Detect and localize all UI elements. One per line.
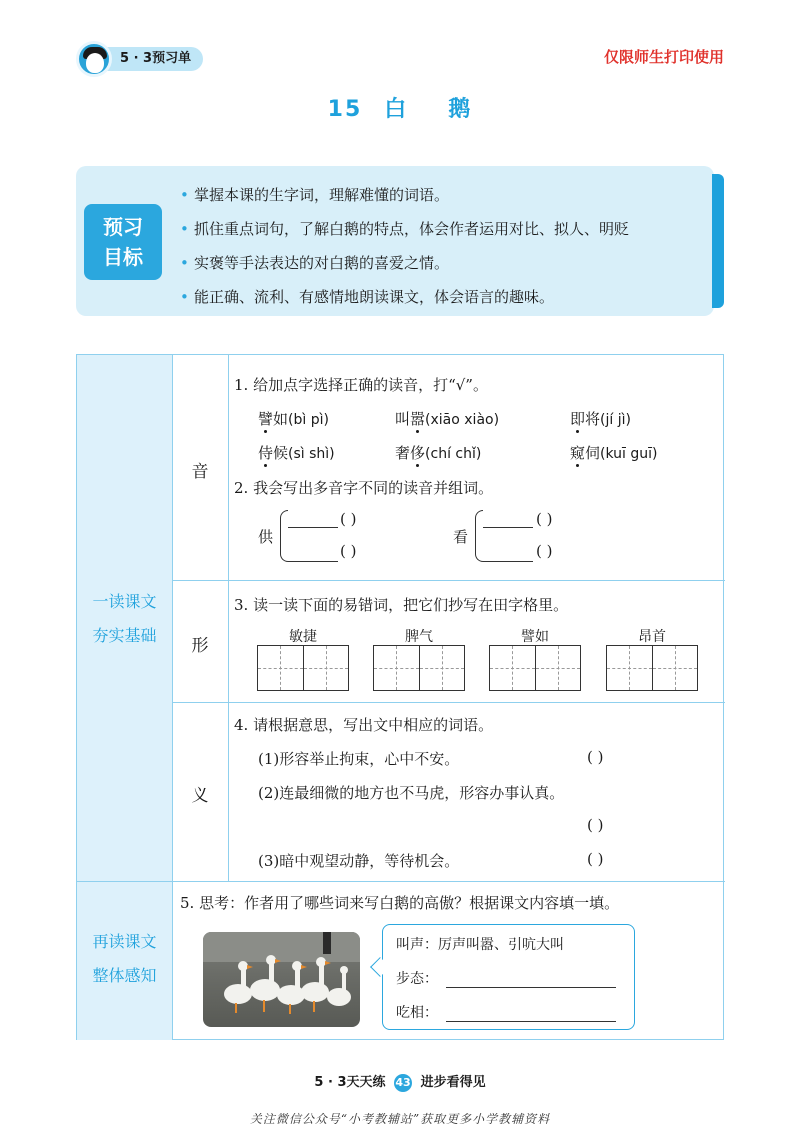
objective-item: • 能正确、流利、有感情地朗读课文，体会语言的趣味。 bbox=[180, 280, 710, 314]
objectives-tag-line2: 目标 bbox=[103, 245, 143, 269]
kind-meaning: 义 bbox=[191, 786, 209, 806]
objectives-tag bbox=[84, 204, 162, 280]
lesson-title bbox=[0, 92, 800, 123]
title-char-1: 白 bbox=[384, 97, 409, 122]
badge-label: 5 · 3预习单 bbox=[102, 47, 203, 71]
kind-sound: 音 bbox=[191, 462, 209, 482]
q1-pinyin-options: (jí jì) bbox=[600, 412, 631, 428]
q2-brace bbox=[280, 510, 288, 562]
q2-paren: ( ) bbox=[340, 542, 357, 560]
footer-slogan: 进步看得见 bbox=[420, 1075, 486, 1090]
q3-prompt: 3. 读一读下面的易错词，把它们抄写在田字格里。 bbox=[234, 596, 569, 614]
geese-image bbox=[203, 932, 360, 1027]
q3-word: 譬如 bbox=[521, 629, 549, 645]
section-label-line: 再读课文 bbox=[92, 932, 157, 951]
q1-word: 即将 bbox=[570, 410, 601, 428]
q1-word: 侍候 bbox=[258, 444, 289, 462]
q1-item bbox=[258, 408, 329, 429]
page-number-badge: 43 bbox=[394, 1074, 412, 1092]
title-char-2: 鹅 bbox=[448, 97, 473, 122]
q5-sound-answer: 厉声叫嚣、引吭大叫 bbox=[438, 937, 564, 953]
q1-item bbox=[570, 408, 631, 429]
tianzige-grid[interactable] bbox=[373, 645, 465, 691]
q2-answer-line[interactable] bbox=[483, 561, 533, 562]
q5-gait-label: 步态： bbox=[396, 971, 438, 987]
q2-answer-line[interactable] bbox=[288, 561, 338, 562]
q2-paren: ( ) bbox=[536, 542, 553, 560]
section-label-first-reading bbox=[77, 585, 172, 653]
geese-photo bbox=[203, 932, 360, 1027]
q5-eat-label: 吃相： bbox=[396, 1005, 438, 1021]
section-label-line: 一读课文 bbox=[92, 592, 157, 611]
objective-item: • 抓住重点词句，了解白鹅的特点，体会作者运用对比、拟人、明贬 bbox=[180, 212, 710, 246]
objectives-panel-edge bbox=[712, 174, 724, 308]
q1-pinyin-options: (bì pì) bbox=[288, 412, 329, 428]
q2-char: 看 bbox=[453, 528, 469, 546]
q1-item bbox=[570, 442, 658, 463]
q2-answer-line[interactable] bbox=[483, 527, 533, 528]
q1-item bbox=[395, 408, 499, 429]
q2-prompt: 2. 我会写出多音字不同的读音并组词。 bbox=[234, 479, 494, 497]
q1-pinyin-options: (chí chǐ) bbox=[425, 446, 482, 462]
q3-word: 敏捷 bbox=[289, 629, 317, 645]
q2-char: 供 bbox=[258, 528, 274, 546]
q1-word: 窥伺 bbox=[570, 444, 601, 462]
q2-paren: ( ) bbox=[340, 510, 357, 528]
tianzige-grid[interactable] bbox=[257, 645, 349, 691]
promo-note: 关注微信公众号“小考教辅站”获取更多小学教辅资料 bbox=[249, 1112, 551, 1126]
q4-answer-paren[interactable]: ( ) bbox=[587, 816, 604, 834]
q1-pinyin-options: (xiāo xiào) bbox=[425, 412, 500, 428]
q1-item bbox=[395, 442, 481, 463]
q1-word: 叫嚣 bbox=[395, 410, 426, 428]
tianzige-grid[interactable] bbox=[606, 645, 698, 691]
q2-paren: ( ) bbox=[536, 510, 553, 528]
section-label-line: 整体感知 bbox=[92, 966, 157, 985]
q5-sound-label: 叫声： bbox=[396, 937, 438, 953]
kind-shape: 形 bbox=[191, 636, 209, 656]
q1-word: 奢侈 bbox=[395, 444, 426, 462]
page-footer bbox=[0, 1071, 800, 1092]
q1-word: 譬如 bbox=[258, 410, 289, 428]
tianzige-grid[interactable] bbox=[489, 645, 581, 691]
q5-prompt: 5. 思考：作者用了哪些词来写白鹅的高傲？根据课文内容填一填。 bbox=[180, 894, 620, 912]
q4-prompt: 4. 请根据意思，写出文中相应的词语。 bbox=[234, 716, 494, 734]
q4-item: (2)连最细微的地方也不马虎，形容办事认真。 bbox=[258, 784, 565, 802]
objectives-tag-line1: 预习 bbox=[103, 215, 143, 239]
q2-brace bbox=[475, 510, 483, 562]
q3-word: 脾气 bbox=[405, 629, 433, 645]
q3-word: 昂首 bbox=[638, 629, 666, 645]
q2-answer-line[interactable] bbox=[288, 527, 338, 528]
objective-item: • 掌握本课的生字词，理解难懂的词语。 bbox=[180, 178, 710, 212]
q4-item: (1)形容举止拘束，心中不安。 bbox=[258, 750, 460, 768]
q5-gait-answer-line[interactable] bbox=[446, 987, 616, 988]
q1-item bbox=[258, 442, 335, 463]
section-label-second-reading bbox=[77, 925, 172, 993]
footer-series: 5 · 3天天练 bbox=[314, 1075, 386, 1090]
lesson-number: 15 bbox=[327, 97, 363, 122]
q1-pinyin-options: (sì shì) bbox=[288, 446, 335, 462]
q1-prompt: 1. 给加点字选择正确的读音，打“√”。 bbox=[234, 376, 488, 394]
q5-eat-answer-line[interactable] bbox=[446, 1021, 616, 1022]
objective-item-continued: • 实褒等手法表达的对白鹅的喜爱之情。 bbox=[180, 246, 710, 280]
mascot-avatar-icon bbox=[76, 41, 112, 77]
series-badge bbox=[76, 42, 203, 76]
q5-sound-row bbox=[396, 934, 564, 954]
objectives-list bbox=[180, 178, 710, 314]
print-notice: 仅限师生打印使用 bbox=[603, 48, 724, 66]
q4-answer-paren[interactable]: ( ) bbox=[587, 748, 604, 766]
q4-item: (3)暗中观望动静，等待机会。 bbox=[258, 852, 460, 870]
q1-pinyin-options: (kuī guī) bbox=[600, 446, 658, 462]
q4-answer-paren[interactable]: ( ) bbox=[587, 850, 604, 868]
section-label-line: 夯实基础 bbox=[92, 626, 157, 645]
